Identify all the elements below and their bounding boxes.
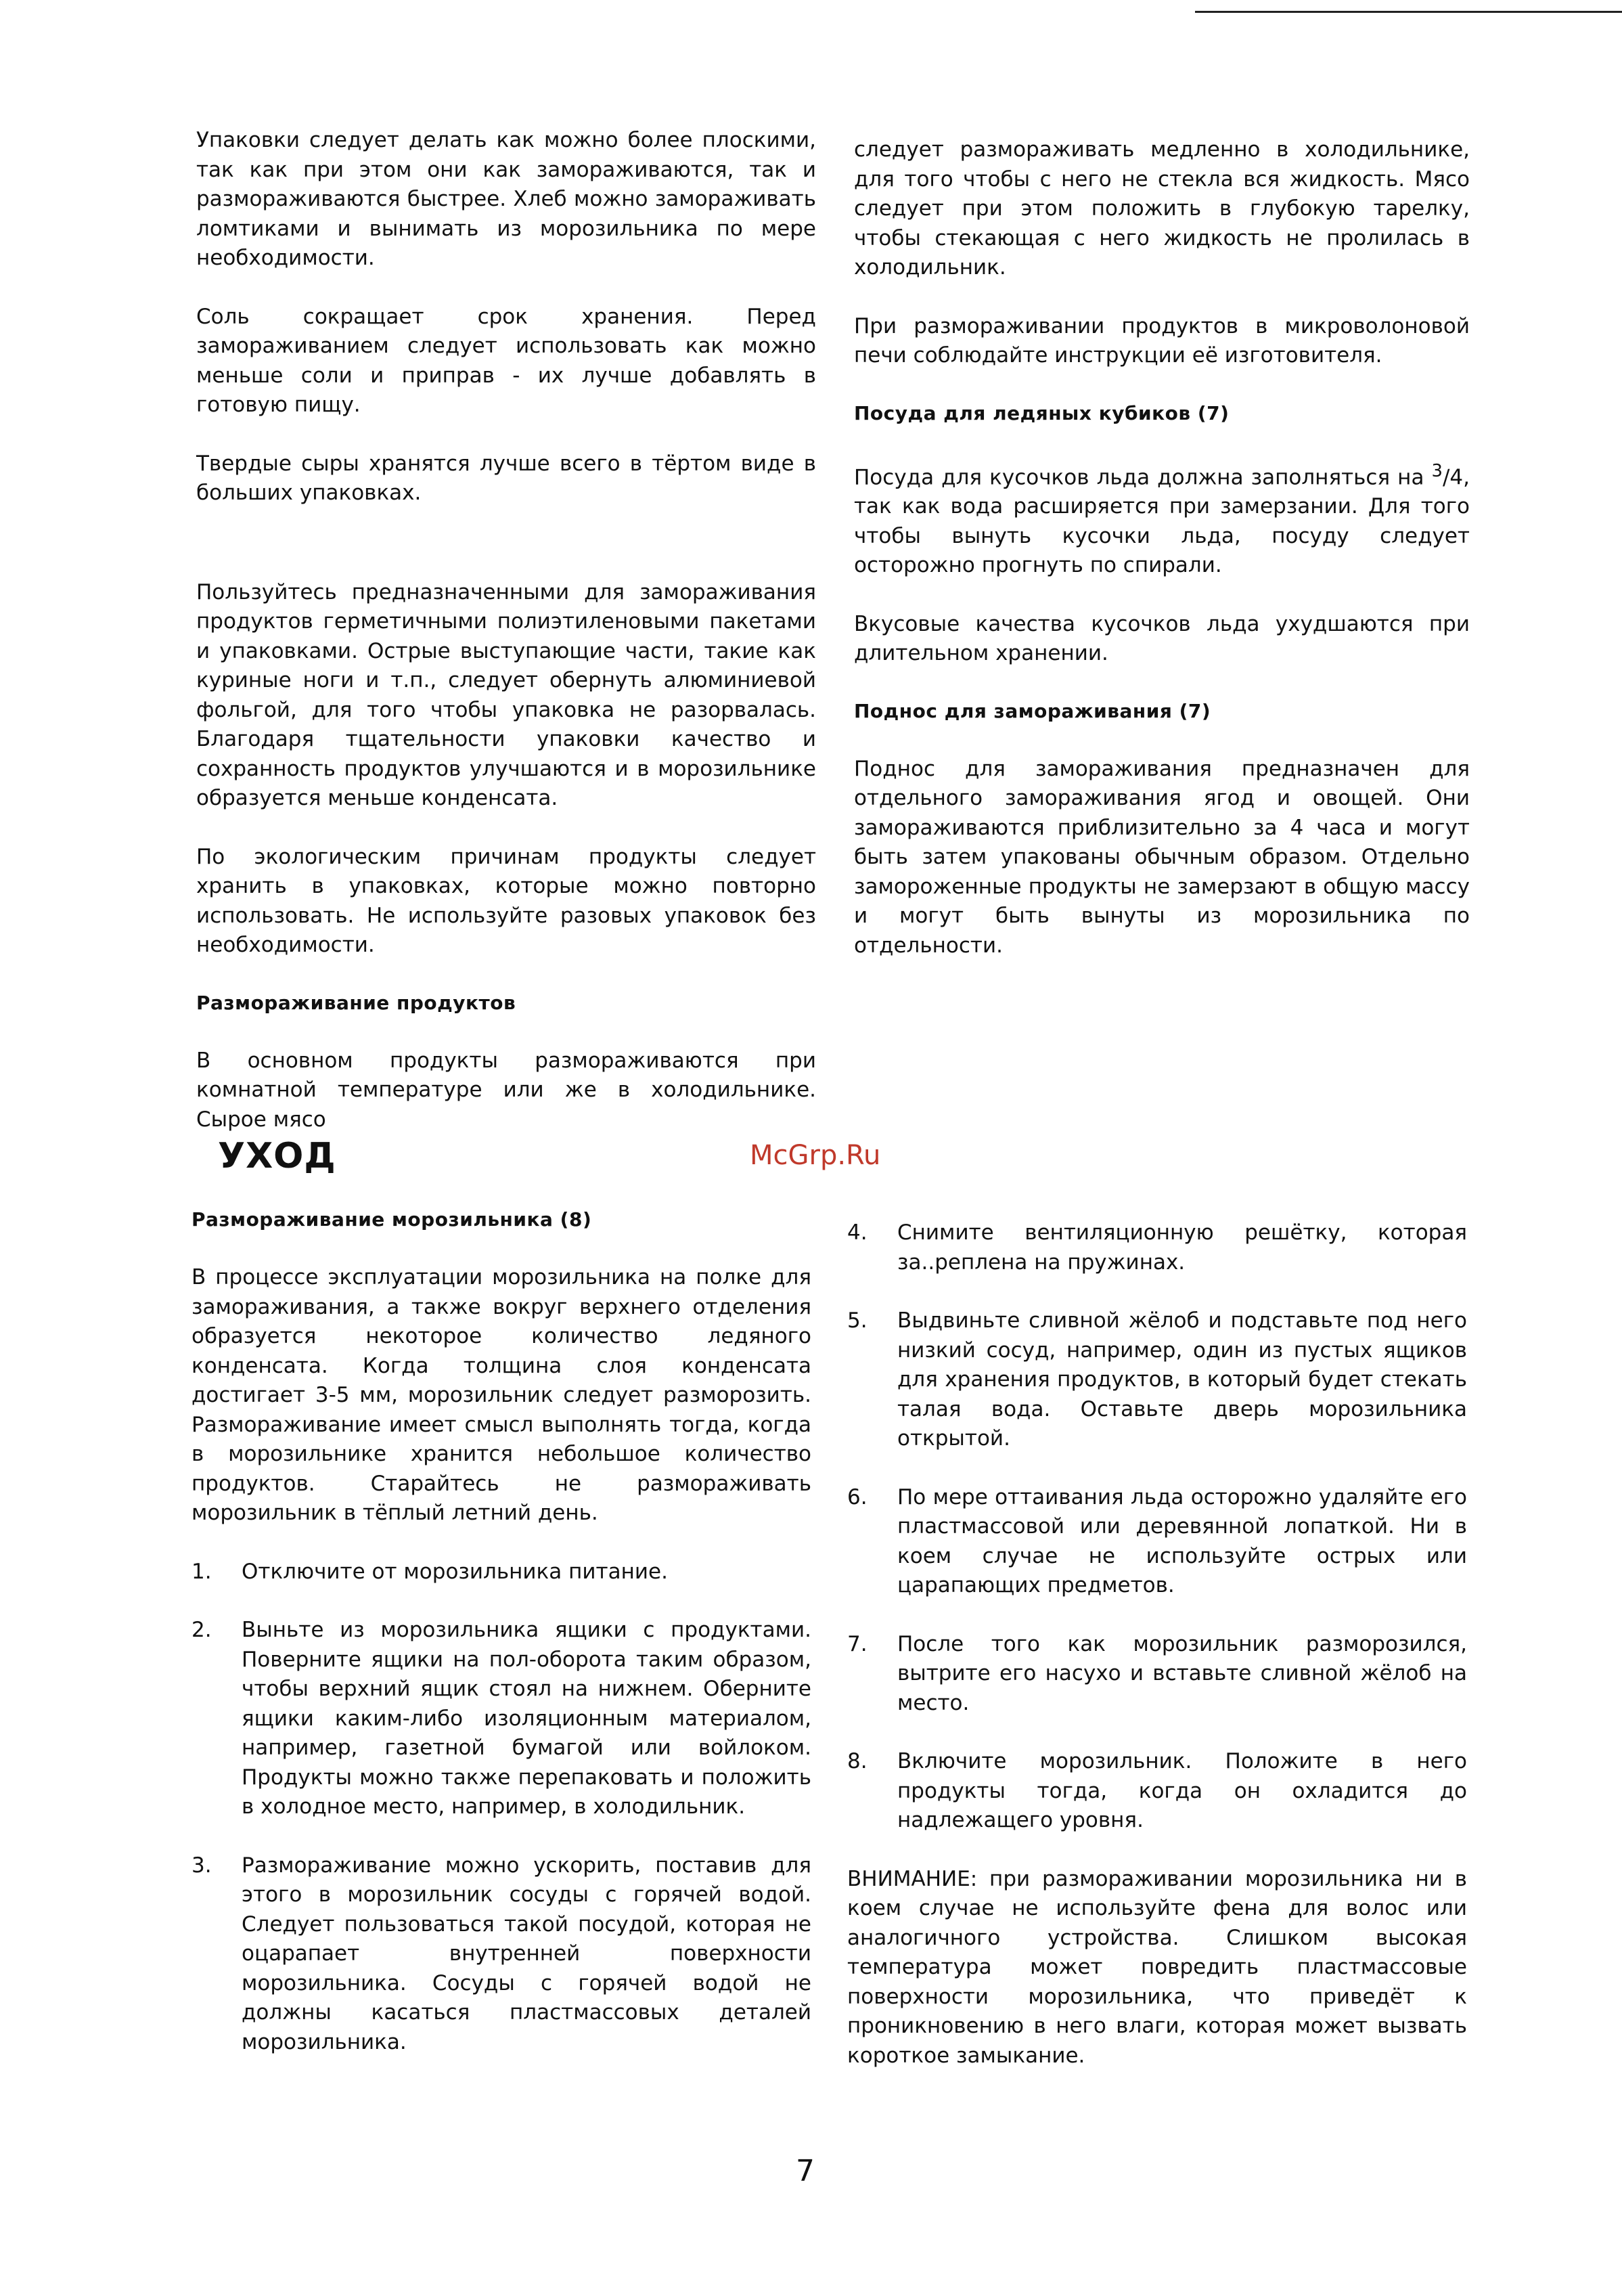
section-title-care: УХОД: [218, 1136, 336, 1176]
heading-freezing-tray: Поднос для замораживания (7): [854, 699, 1211, 722]
step-text: После того как морозильник разморозился, вытрите его насухо и вставьте сливной жёлоб на место.: [897, 1631, 1467, 1715]
step-item: [192, 1851, 811, 2058]
paragraph-ecology: По экологическим причинам продукты следует хранить в упаковках, которые можно повторно использовать. Не используйте разовых упаковок без необходимости.: [196, 844, 816, 957]
steps-list-left: [192, 1558, 811, 2058]
column-bottom-left: [192, 1206, 811, 2086]
steps-list-right: [847, 1218, 1467, 1836]
step-number: 1.: [192, 1559, 212, 1584]
watermark: McGrp.Ru: [750, 1140, 881, 1171]
step-text: Отключите от морозильника питание.: [242, 1559, 668, 1584]
column-top-left: [196, 126, 816, 1164]
fraction-numerator: 3: [1431, 460, 1443, 481]
step-number: 7.: [847, 1631, 868, 1656]
ice-fill-start: Посуда для кусочков льда должна заполняться на: [854, 464, 1432, 489]
step-number: 3.: [192, 1853, 212, 1878]
paragraph-defrost-slowly: следует размораживать медленно в холодильнике, для того чтобы с него не стекла вся жидкость. Мясо следует при этом положить в глубокую тарелку, чтобы стекающая с него жидкость не пролилась в холодильник.: [854, 137, 1470, 280]
column-bottom-right: [847, 1218, 1467, 2100]
step-text: Выньте из морозильника ящики с продуктами. Поверните ящики на пол-оборота таким образом, чтобы верхний ящик стоял на нижнем. Оберните ящики каким-либо изоляционным материалом, например, газетной бумагой или войлоком. Продукты можно также перепаковать и положить в холодное место, например, в холодильник.: [242, 1618, 811, 1819]
column-top-right: [854, 135, 1470, 990]
step-number: 5.: [847, 1308, 868, 1333]
paragraph-flat-packaging: Упаковки следует делать как можно более плоскими, так как при этом они как замораживаются, так и размораживаются быстрее. Хлеб можно замораживать ломтиками и вынимать из морозильника по мере необходимости.: [196, 128, 816, 270]
step-text: По мере оттаивания льда осторожно удаляйте его пластмассовой или деревянной лопаткой. Ни в коем случае не используйте острых или царапающих предметов.: [897, 1484, 1467, 1597]
spacer: [196, 537, 816, 578]
paragraph-freezing-tray: Поднос для замораживания предназначен для отдельного замораживания ягод и овощей. Они замораживаются приблизительно за 4 часа и могут быть затем упакованы обычным образом. Отдельно замороженные продукты не замерзают в общую массу и могут быть вынуты из морозильника по отдельности.: [854, 756, 1470, 958]
ice-fill-rest: /4, так как вода расширяется при замерзании. Для того чтобы вынуть кусочки льда, посуду следует осторожно прогнуть по спирали.: [854, 464, 1470, 578]
paragraph-packaging-materials: Пользуйтесь предназначенными для замораживания продуктов герметичными полиэтиленовыми пакетами и упаковками. Острые выступающие части, такие как куриные ноги и т.п., следует обернуть алюминиевой фольгой, для того чтобы упаковка не разорвалась. Благодаря тщательности упаковки качество и сохранность продуктов улучшаются и в морозильнике образуется меньше конденсата.: [196, 579, 816, 810]
step-text: Выдвиньте сливной жёлоб и подставьте под него низкий сосуд, например, один из пустых ящиков для хранения продуктов, в который будет стекать талая вода. Оставьте дверь морозильника открытой.: [897, 1308, 1467, 1451]
step-number: 4.: [847, 1220, 868, 1245]
warning-note: ВНИМАНИЕ: при размораживании морозильника ни в коем случае не используйте фена для волос или аналогичного устройства. Слишком высокая температура может повредить пластмассовые поверхности морозильника, что приведёт к проникновению в него влаги, которая может вызвать короткое замыкание.: [847, 1866, 1467, 2068]
step-number: 2.: [192, 1618, 212, 1642]
paragraph-ice-taste: Вкусовые качества кусочков льда ухудшаются при длительном хранении.: [854, 611, 1470, 666]
step-item: [847, 1630, 1467, 1719]
step-item: [192, 1616, 811, 1822]
paragraph-ice-fill: [854, 457, 1470, 581]
step-number: 8.: [847, 1749, 868, 1773]
step-item: [847, 1747, 1467, 1836]
step-text: Включите морозильник. Положите в него продукты тогда, когда он охладится до надлежащего уровня.: [897, 1749, 1467, 1832]
step-text: Размораживание можно ускорить, поставив для этого в морозильник сосуды с горячей водой. Следует пользоваться такой посудой, которая не оцарапает внутренней поверхности морозильника. Сосуды с горячей водой не должны касаться пластмассовых деталей морозильника.: [242, 1853, 811, 2054]
step-item: [192, 1558, 811, 1587]
step-number: 6.: [847, 1484, 868, 1509]
paragraph-defrost-intro: В процессе эксплуатации морозильника на полке для замораживания, а также вокруг верхнего отделения образуется некоторое количество ледяного конденсата. Когда толщина слоя конденсата достигает 3-5 мм, морозильник следует разморозить. Размораживание имеет смысл выполнять тогда, когда в морозильнике хранится небольшое количество продуктов. Старайтесь не размораживать морозильник в тёплый летний день.: [192, 1265, 811, 1525]
top-rule: [1195, 11, 1622, 13]
paragraph-salt: Соль сокращает срок хранения. Перед замораживанием следует использовать как можно меньше соли и приправ - их лучше добавлять в готовую пищу.: [196, 304, 816, 417]
paragraph-microwave: При размораживании продуктов в микроволоновой печи соблюдайте инструкции её изготовителя.: [854, 313, 1470, 368]
page-number: 7: [796, 2154, 815, 2188]
step-item: [847, 1306, 1467, 1454]
step-item: [847, 1218, 1467, 1277]
heading-defrosting-freezer: Размораживание морозильника (8): [192, 1208, 592, 1231]
step-item: [847, 1483, 1467, 1601]
step-text: Снимите вентиляционную решётку, которая за..реплена на пружинах.: [897, 1220, 1467, 1275]
paragraph-defrost-room-temp: В основном продукты размораживаются при комнатной температуре или же в холодильнике. Сырое мясо: [196, 1048, 816, 1132]
paragraph-cheese: Твердые сыры хранятся лучше всего в тёртом виде в больших упаковках.: [196, 451, 816, 505]
heading-ice-cube-trays: Посуда для ледяных кубиков (7): [854, 401, 1230, 424]
heading-defrosting-food: Размораживание продуктов: [196, 991, 516, 1014]
